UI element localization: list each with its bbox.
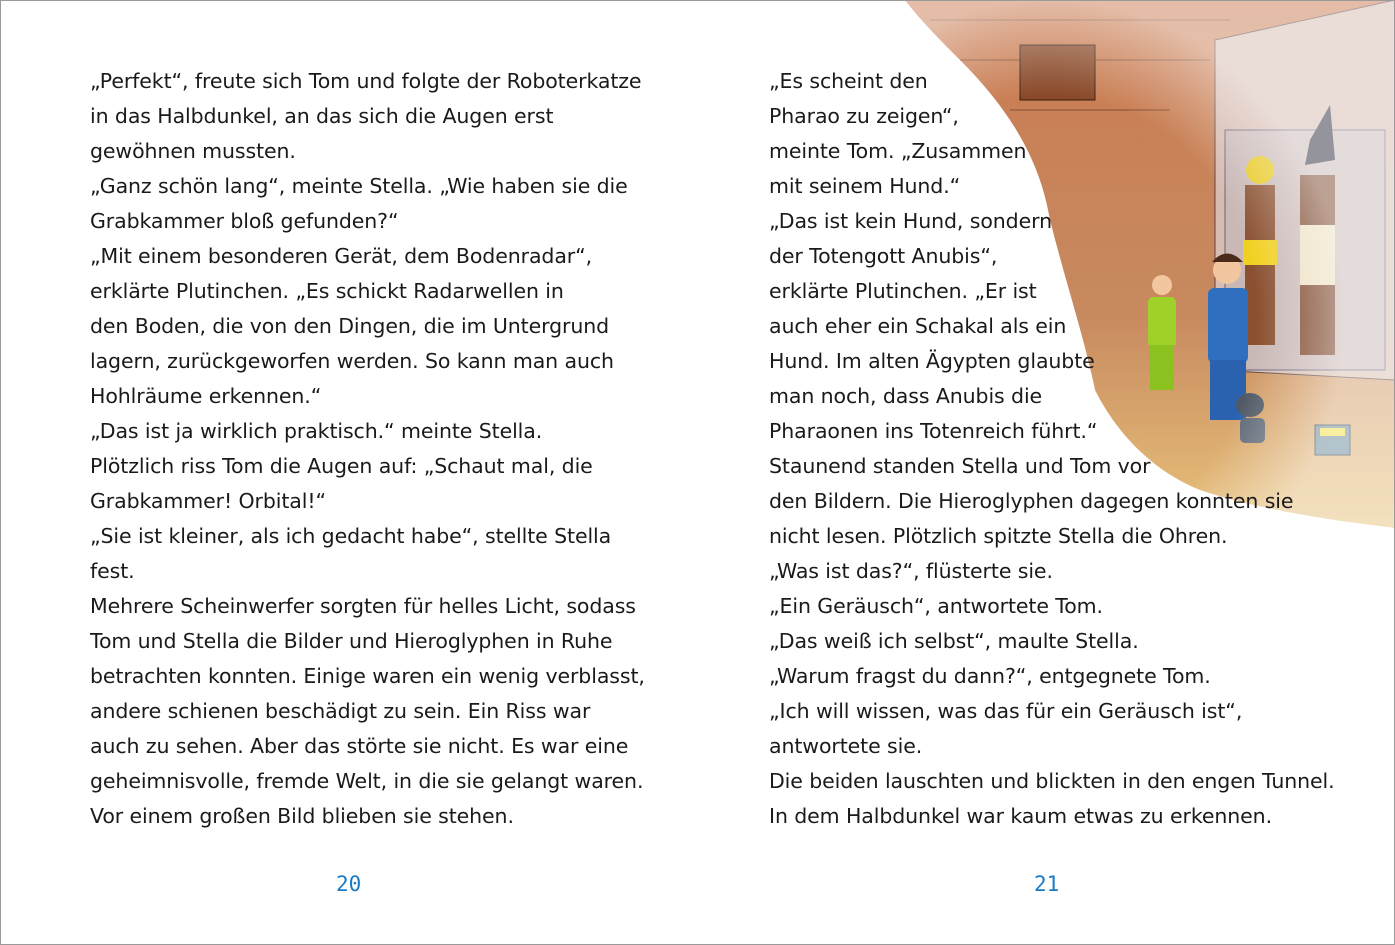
text-line: auch zu sehen. Aber das störte sie nicht. Es war eine	[90, 734, 629, 758]
text-line: geheimnisvolle, fremde Welt, in die sie gelangt waren.	[90, 769, 644, 793]
text-line: „Ganz schön lang“, meinte Stella. „Wie haben sie die	[90, 174, 628, 198]
text-line: In dem Halbdunkel war kaum etwas zu erkennen.	[769, 804, 1272, 828]
text-line: gewöhnen mussten.	[90, 139, 296, 163]
text-line: Hund. Im alten Ägypten glaubte	[769, 349, 1095, 373]
text-line: fest.	[90, 559, 135, 583]
text-line: Hohlräume erkennen.“	[90, 384, 322, 408]
text-line: „Was ist das?“, flüsterte sie.	[769, 559, 1053, 583]
page-number-right: 21	[1034, 872, 1060, 896]
text-line: andere schienen beschädigt zu sein. Ein Riss war	[90, 699, 591, 723]
text-line: Grabkammer! Orbital!“	[90, 489, 326, 513]
text-line: lagern, zurückgeworfen werden. So kann man auch	[90, 349, 614, 373]
text-line: Plötzlich riss Tom die Augen auf: „Schaut mal, die	[90, 454, 593, 478]
text-line: betrachten konnten. Einige waren ein wenig verblasst,	[90, 664, 645, 688]
text-line: Staunend standen Stella und Tom vor	[769, 454, 1151, 478]
text-line: mit seinem Hund.“	[769, 174, 961, 198]
text-line: Die beiden lauschten und blickten in den engen Tunnel.	[769, 769, 1335, 793]
text-line: den Bildern. Die Hieroglyphen dagegen konnten sie	[769, 489, 1294, 513]
text-line: der Totengott Anubis“,	[769, 244, 998, 268]
text-line: „Ein Geräusch“, antwortete Tom.	[769, 594, 1103, 618]
text-line: nicht lesen. Plötzlich spitzte Stella die Ohren.	[769, 524, 1228, 548]
text-line: Vor einem großen Bild blieben sie stehen.	[90, 804, 514, 828]
text-line: erklärte Plutinchen. „Er ist	[769, 279, 1037, 303]
left-page-text	[90, 64, 645, 834]
text-line: „Warum fragst du dann?“, entgegnete Tom.	[769, 664, 1211, 688]
page-number-left: 20	[336, 872, 362, 896]
text-line: „Sie ist kleiner, als ich gedacht habe“, stellte Stella	[90, 524, 612, 548]
text-line: „Das ist ja wirklich praktisch.“ meinte Stella.	[90, 419, 543, 443]
text-line: „Perfekt“, freute sich Tom und folgte der Roboterkatze	[90, 69, 642, 93]
text-line: „Ich will wissen, was das für ein Geräusch ist“,	[769, 699, 1243, 723]
text-line: Tom und Stella die Bilder und Hieroglyphen in Ruhe	[90, 629, 613, 653]
text-line: auch eher ein Schakal als ein	[769, 314, 1067, 338]
right-page-text	[769, 64, 1335, 834]
text-line: „Es scheint den	[769, 69, 928, 93]
text-line: Mehrere Scheinwerfer sorgten für helles Licht, sodass	[90, 594, 636, 618]
text-line: „Mit einem besonderen Gerät, dem Bodenradar“,	[90, 244, 593, 268]
text-line: erklärte Plutinchen. „Es schickt Radarwellen in	[90, 279, 564, 303]
text-line: man noch, dass Anubis die	[769, 384, 1043, 408]
text-line: Pharaonen ins Totenreich führt.“	[769, 419, 1098, 443]
text-line: den Boden, die von den Dingen, die im Untergrund	[90, 314, 610, 338]
text-line: in das Halbdunkel, an das sich die Augen erst	[90, 104, 554, 128]
text-line: Pharao zu zeigen“,	[769, 104, 959, 128]
text-line: meinte Tom. „Zusammen	[769, 139, 1027, 163]
text-line: „Das ist kein Hund, sondern	[769, 209, 1052, 233]
text-line: Grabkammer bloß gefunden?“	[90, 209, 399, 233]
text-line: „Das weiß ich selbst“, maulte Stella.	[769, 629, 1139, 653]
text-line: antwortete sie.	[769, 734, 923, 758]
